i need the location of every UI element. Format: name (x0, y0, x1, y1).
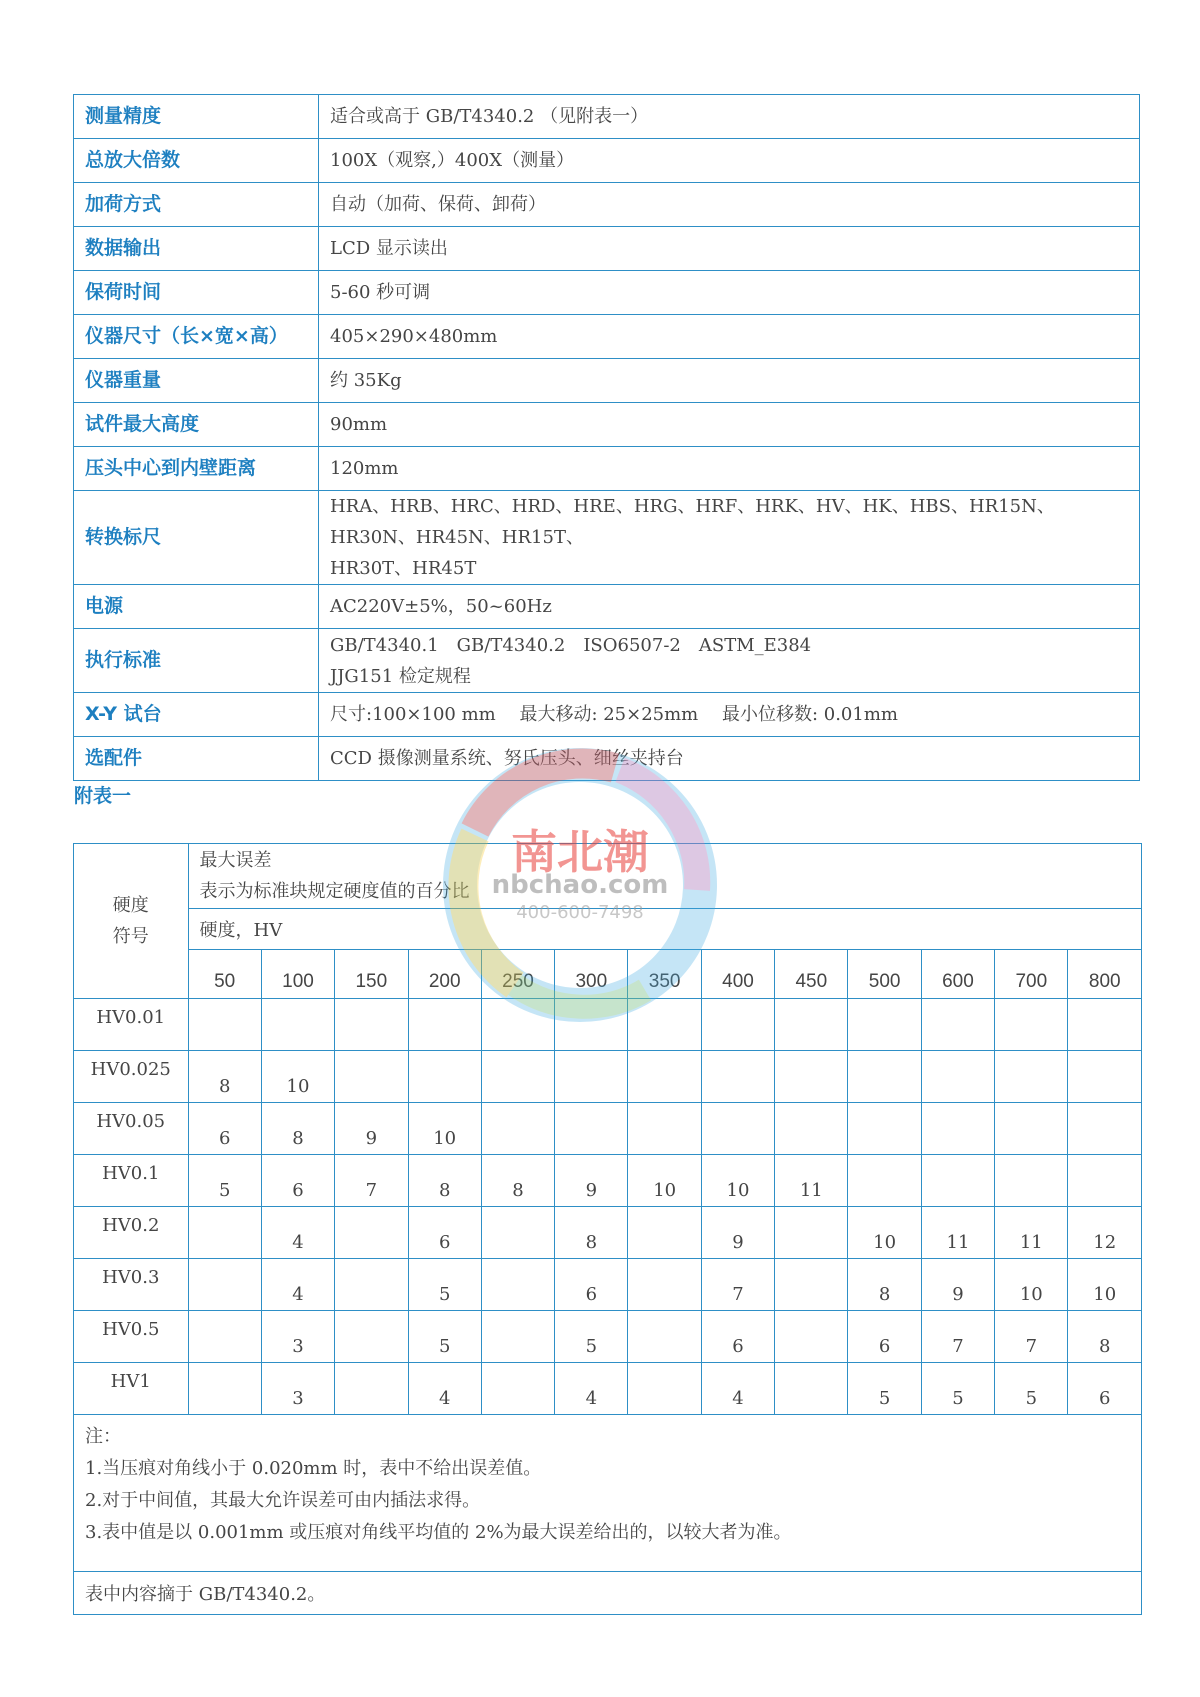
watermark-phone: 400-600-7498 (516, 902, 644, 923)
error-value (335, 1259, 408, 1311)
error-value: 6 (1068, 1363, 1142, 1415)
spec-label: 测量精度 (74, 95, 319, 139)
error-value (1068, 1103, 1142, 1155)
error-value (188, 1259, 261, 1311)
table-notes (74, 1415, 1142, 1572)
error-value (775, 1311, 848, 1363)
spec-label: 压头中心到内壁距离 (74, 447, 319, 491)
spec-value (319, 447, 1140, 491)
spec-value (319, 737, 1140, 781)
error-value: 5 (848, 1363, 921, 1415)
error-value (775, 999, 848, 1051)
error-value (1068, 1051, 1142, 1103)
error-value: 11 (995, 1207, 1068, 1259)
spec-value-line: LCD 显示读出 (330, 238, 448, 259)
error-value: 10 (628, 1155, 701, 1207)
error-value: 10 (1068, 1259, 1142, 1311)
error-value (188, 1207, 261, 1259)
table-row (74, 1363, 1142, 1415)
error-value: 11 (921, 1207, 994, 1259)
error-value: 6 (848, 1311, 921, 1363)
spec-value (319, 183, 1140, 227)
error-value: 10 (701, 1155, 774, 1207)
error-value (481, 1363, 554, 1415)
hardness-symbol-header: 硬度 符号 (74, 844, 189, 999)
error-value (848, 1155, 921, 1207)
hardness-symbol: HV0.01 (74, 999, 189, 1051)
error-value (335, 1051, 408, 1103)
spec-row (74, 629, 1140, 693)
error-value (481, 999, 554, 1051)
spec-row (74, 359, 1140, 403)
spec-value-line: 405×290×480mm (330, 326, 498, 347)
error-value (335, 1363, 408, 1415)
error-value: 3 (261, 1311, 334, 1363)
error-value: 8 (408, 1155, 481, 1207)
error-value (628, 1259, 701, 1311)
error-value (481, 1051, 554, 1103)
spec-row (74, 491, 1140, 585)
spec-value-line: 自动（加荷、保荷、卸荷） (330, 194, 546, 215)
error-value (775, 1259, 848, 1311)
error-value (775, 1363, 848, 1415)
table-row (74, 1155, 1142, 1207)
error-value: 4 (261, 1259, 334, 1311)
watermark-brand: 南北潮 (511, 825, 649, 879)
table-row (74, 1103, 1142, 1155)
hv-column-header: 400 (701, 950, 774, 999)
error-value (555, 1103, 628, 1155)
table-row (74, 1259, 1142, 1311)
error-value (188, 999, 261, 1051)
spec-label: X-Y 试台 (74, 693, 319, 737)
error-value: 12 (1068, 1207, 1142, 1259)
error-value (775, 1207, 848, 1259)
error-value (335, 1207, 408, 1259)
hv-column-header: 350 (628, 950, 701, 999)
spec-label: 数据输出 (74, 227, 319, 271)
error-value: 4 (555, 1363, 628, 1415)
spec-label: 加荷方式 (74, 183, 319, 227)
error-value: 7 (701, 1259, 774, 1311)
spec-row (74, 227, 1140, 271)
error-value: 4 (261, 1207, 334, 1259)
spec-label: 选配件 (74, 737, 319, 781)
hardness-symbol: HV0.1 (74, 1155, 189, 1207)
spec-value-line: JJG151 检定规程 (330, 665, 471, 687)
spec-value (319, 227, 1140, 271)
note-line: 2.对于中间值，其最大允许误差可由内插法求得。 (85, 1490, 481, 1511)
error-value (481, 1207, 554, 1259)
spec-value-line: 100X（观察,）400X（测量） (330, 150, 575, 171)
error-value (848, 999, 921, 1051)
spec-value-line: HR30T、HR45T (330, 558, 477, 579)
error-value (335, 1311, 408, 1363)
spec-value (319, 95, 1140, 139)
error-table (73, 843, 1142, 1615)
max-error-header: 最大误差 表示为标准块规定硬度值的百分比 (188, 844, 1141, 909)
spec-value-line: 5-60 秒可调 (330, 282, 431, 303)
spec-value (319, 271, 1140, 315)
error-value (848, 1103, 921, 1155)
error-value: 7 (995, 1311, 1068, 1363)
table-row (74, 1207, 1142, 1259)
error-value: 5 (188, 1155, 261, 1207)
error-value: 5 (408, 1311, 481, 1363)
spec-value (319, 629, 1140, 693)
error-value: 7 (921, 1311, 994, 1363)
error-value (1068, 999, 1142, 1051)
spec-value (319, 403, 1140, 447)
error-value (628, 1207, 701, 1259)
error-value (188, 1311, 261, 1363)
error-value (995, 1155, 1068, 1207)
error-value: 6 (701, 1311, 774, 1363)
error-value (775, 1051, 848, 1103)
error-value: 5 (408, 1259, 481, 1311)
table-source: 表中内容摘于 GB/T4340.2。 (74, 1572, 1142, 1615)
spec-row (74, 271, 1140, 315)
spec-value-line: 120mm (330, 458, 399, 479)
table-row (74, 1051, 1142, 1103)
spec-row (74, 315, 1140, 359)
error-value: 6 (261, 1155, 334, 1207)
error-value: 5 (995, 1363, 1068, 1415)
spec-row (74, 95, 1140, 139)
error-value: 9 (335, 1103, 408, 1155)
spec-value-line: 适合或高于 GB/T4340.2 （见附表一） (330, 106, 649, 127)
error-value: 4 (701, 1363, 774, 1415)
error-value (481, 1311, 554, 1363)
error-value (995, 1103, 1068, 1155)
spec-value (319, 585, 1140, 629)
error-value: 3 (261, 1363, 334, 1415)
spec-value-line: GB/T4340.1 GB/T4340.2 ISO6507-2 ASTM_E384 (330, 634, 812, 656)
spec-row (74, 693, 1140, 737)
spec-value-line: CCD 摄像测量系统、努氏压头、细丝夹持台 (330, 748, 684, 769)
error-value (481, 1259, 554, 1311)
error-value (335, 999, 408, 1051)
note-line: 1.当压痕对角线小于 0.020mm 时，表中不给出误差值。 (85, 1458, 542, 1479)
error-value: 8 (555, 1207, 628, 1259)
error-value: 6 (408, 1207, 481, 1259)
spec-label: 试件最大高度 (74, 403, 319, 447)
hardness-symbol: HV0.2 (74, 1207, 189, 1259)
appendix-title: 附表一 (74, 785, 132, 807)
spec-value (319, 359, 1140, 403)
spec-value-line: 尺寸:100×100 mm 最大移动: 25×25mm 最小位移数: 0.01mm (330, 704, 898, 725)
spec-value-line: 约 35Kg (330, 370, 402, 391)
hv-column-header: 150 (335, 950, 408, 999)
error-value (628, 1311, 701, 1363)
spec-value-line: 90mm (330, 414, 388, 435)
spec-row (74, 183, 1140, 227)
hv-column-header: 700 (995, 950, 1068, 999)
spec-row (74, 139, 1140, 183)
hv-column-header: 300 (555, 950, 628, 999)
error-value: 8 (848, 1259, 921, 1311)
error-value: 10 (261, 1051, 334, 1103)
error-value: 7 (335, 1155, 408, 1207)
error-value: 6 (555, 1259, 628, 1311)
hv-column-header: 600 (921, 950, 994, 999)
spec-value-line: HRA、HRB、HRC、HRD、HRE、HRG、HRF、HRK、HV、HK、HBS、HR15N、HR30N、HR45N、HR15T、 (330, 496, 1055, 548)
error-value: 8 (481, 1155, 554, 1207)
error-value (408, 999, 481, 1051)
error-value: 10 (848, 1207, 921, 1259)
spec-label: 仪器重量 (74, 359, 319, 403)
error-value: 10 (408, 1103, 481, 1155)
spec-row (74, 737, 1140, 781)
error-value: 9 (921, 1259, 994, 1311)
watermark-site: nbchao.com (491, 870, 669, 900)
hv-column-header: 500 (848, 950, 921, 999)
hardness-symbol: HV0.3 (74, 1259, 189, 1311)
error-value (1068, 1155, 1142, 1207)
spec-label: 转换标尺 (74, 491, 319, 585)
spec-table (73, 94, 1140, 781)
spec-label: 电源 (74, 585, 319, 629)
spec-value (319, 693, 1140, 737)
error-value (628, 999, 701, 1051)
error-value (408, 1051, 481, 1103)
error-value (775, 1103, 848, 1155)
hv-column-header: 50 (188, 950, 261, 999)
error-value: 9 (701, 1207, 774, 1259)
error-value: 10 (995, 1259, 1068, 1311)
error-value (701, 1051, 774, 1103)
spec-value (319, 491, 1140, 585)
spec-row (74, 447, 1140, 491)
hv-column-header: 200 (408, 950, 481, 999)
error-value (628, 1103, 701, 1155)
hv-column-header: 250 (481, 950, 554, 999)
hardness-symbol: HV1 (74, 1363, 189, 1415)
spec-value (319, 315, 1140, 359)
error-value (921, 1051, 994, 1103)
error-value: 11 (775, 1155, 848, 1207)
error-value (995, 1051, 1068, 1103)
error-value: 5 (921, 1363, 994, 1415)
error-value (701, 999, 774, 1051)
error-value (848, 1051, 921, 1103)
error-value (701, 1103, 774, 1155)
error-value: 4 (408, 1363, 481, 1415)
hv-column-header: 800 (1068, 950, 1142, 999)
note-line: 3.表中值是以 0.001mm 或压痕对角线平均值的 2%为最大误差给出的，以较大者为准。 (85, 1522, 792, 1543)
hardness-symbol: HV0.05 (74, 1103, 189, 1155)
note-line: 注： (85, 1426, 121, 1447)
error-value (628, 1051, 701, 1103)
error-value (481, 1103, 554, 1155)
error-value (555, 1051, 628, 1103)
hv-column-header: 100 (261, 950, 334, 999)
error-value (921, 1103, 994, 1155)
spec-value-line: AC220V±5%，50~60Hz (330, 596, 552, 617)
spec-row (74, 585, 1140, 629)
error-value (628, 1363, 701, 1415)
spec-value (319, 139, 1140, 183)
error-value: 8 (261, 1103, 334, 1155)
table-row (74, 999, 1142, 1051)
error-value (261, 999, 334, 1051)
error-value: 9 (555, 1155, 628, 1207)
spec-label: 总放大倍数 (74, 139, 319, 183)
error-value: 8 (188, 1051, 261, 1103)
hardness-hv-header: 硬度，HV (188, 909, 1141, 950)
spec-label: 仪器尺寸（长×宽×高） (74, 315, 319, 359)
spec-row (74, 403, 1140, 447)
hardness-symbol: HV0.025 (74, 1051, 189, 1103)
table-row (74, 1311, 1142, 1363)
error-value: 5 (555, 1311, 628, 1363)
error-value (995, 999, 1068, 1051)
error-value (921, 999, 994, 1051)
spec-label: 执行标准 (74, 629, 319, 693)
hv-column-header: 450 (775, 950, 848, 999)
error-value (555, 999, 628, 1051)
error-value (921, 1155, 994, 1207)
error-value: 6 (188, 1103, 261, 1155)
error-value (188, 1363, 261, 1415)
spec-label: 保荷时间 (74, 271, 319, 315)
hardness-symbol: HV0.5 (74, 1311, 189, 1363)
error-value: 8 (1068, 1311, 1142, 1363)
